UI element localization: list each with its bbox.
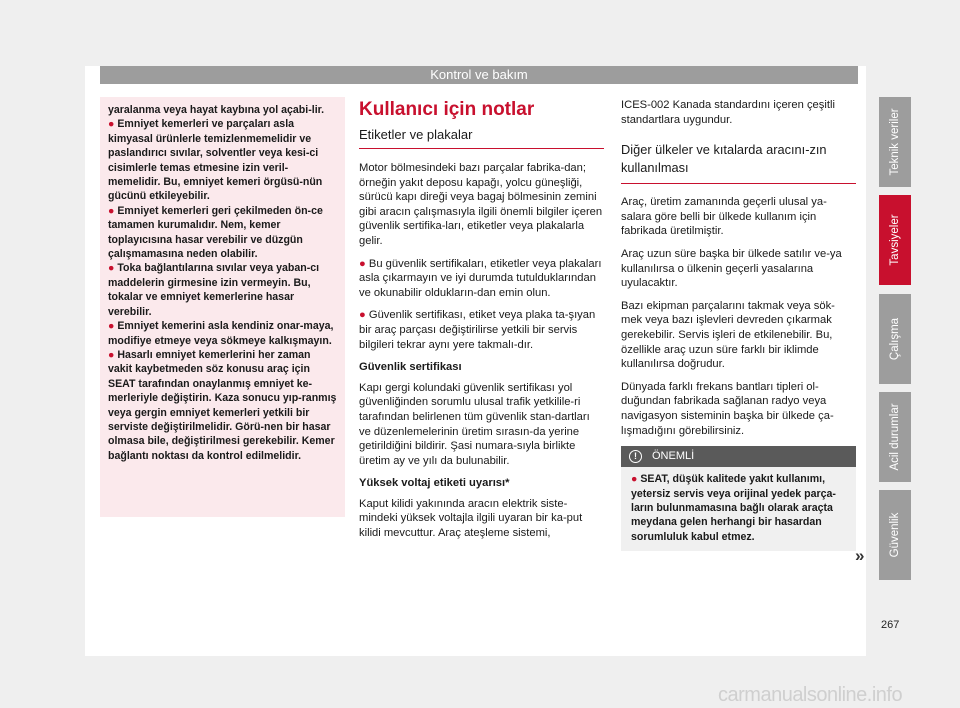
- section-subtitle: Etiketler ve plakalar: [359, 126, 604, 149]
- section-heading: Diğer ülkeler ve kıtalarda aracını-zın kullanılması: [621, 141, 856, 184]
- section-title: Kullanıcı için notlar: [359, 99, 535, 120]
- warning-item: ● Hasarlı emniyet kemerlerini her zaman vakit kaybetmeden söz konusu araç için SEAT tarafından onaylanmış emniyet ke-merleriyle değiştirin. Kaza sonucu yıp-ranmış veya gergin emniyet kemerleri yetkili bir serviste değiştirilmelidir. Görü-nen bir hasar olmasa bile, değiştirilmesi gerekebilir. Kemer bağlantı noktası da kontrol edilmelidir.: [108, 348, 337, 462]
- bullet-icon: ●: [108, 348, 115, 361]
- paragraph: Motor bölmesindeki bazı parçalar fabrika-dan; örneğin yakıt deposu kapağı, yolcu güneşliği, sürücü kapı direği veya bagaj bölmesinin zemini gibi aracın çalışmasıyla ilgili önemli bilgiler içeren güvenlik sertifika-ları, etiketler veya plakalarla gelir.: [359, 162, 603, 247]
- bullet-icon: ●: [108, 262, 115, 275]
- info-icon: !: [629, 450, 642, 463]
- bullet-icon: ●: [631, 473, 638, 486]
- paragraph: Kaput kilidi yakınında aracın elektrik siste-mindeki yüksek voltajla ilgili uyaran bir ka-put kilidi mevcuttur. Araç ateşleme sistemi,: [359, 497, 583, 540]
- bullet-icon: ●: [108, 320, 115, 333]
- tab-teknik-veriler[interactable]: Teknik veriler: [879, 97, 911, 187]
- tab-guvenlik[interactable]: Güvenlik: [879, 490, 911, 580]
- notice-box: [621, 446, 856, 551]
- notice-body: [621, 467, 856, 551]
- notice-text: SEAT, düşük kalitede yakıt kullanımı, yetersiz servis veya orijinal yedek parça-ların bulunmamasına bağlı olarak araçta meydana gelen herhangi bir hasardan sorumluluk kabul etmez.: [631, 473, 836, 543]
- bullet-icon: ●: [108, 118, 115, 131]
- paragraph: ICES-002 Kanada standardını içeren çeşitli standartlara uygundur.: [621, 99, 835, 126]
- warning-box: [100, 97, 345, 517]
- tab-calisma[interactable]: Çalışma: [879, 294, 911, 384]
- bullet-icon: ●: [108, 204, 115, 217]
- bullet-paragraph: ● Bu güvenlik sertifikaları, etiketler veya plakaları asla çıkarmayın ve iyi durumda tutulduklarından ve okunabilir oldukların-dan emin olun.: [359, 257, 602, 299]
- notice-header: [621, 446, 856, 467]
- warning-item: ● Emniyet kemerleri ve parçaları asla kimyasal ürünlerle temizlenmemelidir ve paslandırıcı sıvılar, solventler veya kesi-ci cisimlerle temas etmesine izin veril-memelidir. Bu, emniyet kemeri örgüsü-nün gücünü etkileyebilir.: [108, 118, 323, 203]
- page-header: Kontrol ve bakım: [100, 66, 858, 84]
- bullet-icon: ●: [359, 257, 366, 270]
- subheading: Güvenlik sertifikası: [359, 361, 462, 374]
- tab-tavsiyeler[interactable]: Tavsiyeler: [879, 195, 911, 285]
- warning-item: ● Toka bağlantılarına sıvılar veya yaban-cı maddelerin girmesine izin vermeyin. Bu, tokalar ve emniyet kemerlerine hasar verebilir.: [108, 262, 320, 318]
- watermark: carmanualsonline.info: [718, 684, 903, 706]
- paragraph: Bazı ekipman parçalarını takmak veya sök-mek veya bazı işlevleri devreden çıkarmak gerekebilir. Servis işleri de etkilenebilir. Bu, özellikle araç uzun süre farklı bir iklimde kullanılırsa doğrudur.: [621, 299, 835, 371]
- bullet-icon: ●: [359, 309, 366, 322]
- paragraph: Araç uzun süre başka bir ülkede satılır ve-ya kullanılırsa o ülkenin geçerli yasalarına uyulacaktır.: [621, 247, 842, 290]
- warning-item: ● Emniyet kemerini asla kendiniz onar-maya, modifiye etmeye veya sökmeye kalkışmayın.: [108, 320, 334, 347]
- middle-column: [359, 98, 604, 549]
- paragraph: Dünyada farklı frekans bantları tipleri ol-duğundan fabrikada sağlanan radyo veya navigasyon sisteminin başka bir ülkede ça-lışmadığını görebilirsiniz.: [621, 380, 834, 437]
- paragraph: Kapı gergi kolundaki güvenlik sertifikası yol güvenliğinden sorumlu ulusal trafik yetkilile-ri tarafından belirlenen tüm güvenlik stan-dartları ve düzenlemelerinin üretim sırasın-da yerine getirildiğini bildirir. Şasi numara-sıyla birlikte üretim ay ve yılı da bulunabilir.: [359, 381, 590, 467]
- page-number: 267: [881, 619, 900, 631]
- subheading: Yüksek voltaj etiketi uyarısı*: [359, 477, 510, 490]
- tab-acil-durumlar[interactable]: Acil durumlar: [879, 392, 911, 482]
- paragraph: Araç, üretim zamanında geçerli ulusal ya-salara göre belli bir ülkede kullanım için fabrikada üretilmiştir.: [621, 196, 827, 238]
- bullet-paragraph: ● Güvenlik sertifikası, etiket veya plaka ta-şıyan bir araç parçası değiştirilirse yetkili bir servis bilgileri tekrar aynı yere takmalı-dır.: [359, 309, 596, 351]
- notice-title: ÖNEMLİ: [652, 450, 695, 463]
- warning-intro: yaralanma veya hayat kaybına yol açabi-lir.: [108, 104, 325, 116]
- right-column: [621, 98, 856, 551]
- warning-item: ● Emniyet kemerleri geri çekilmeden ön-ce tamamen kurumalıdır. Nem, kemer toplayıcısına hasar verebilir ve düzgün çalışmamasına neden olabilir.: [108, 204, 323, 261]
- continue-marker: »: [855, 546, 865, 565]
